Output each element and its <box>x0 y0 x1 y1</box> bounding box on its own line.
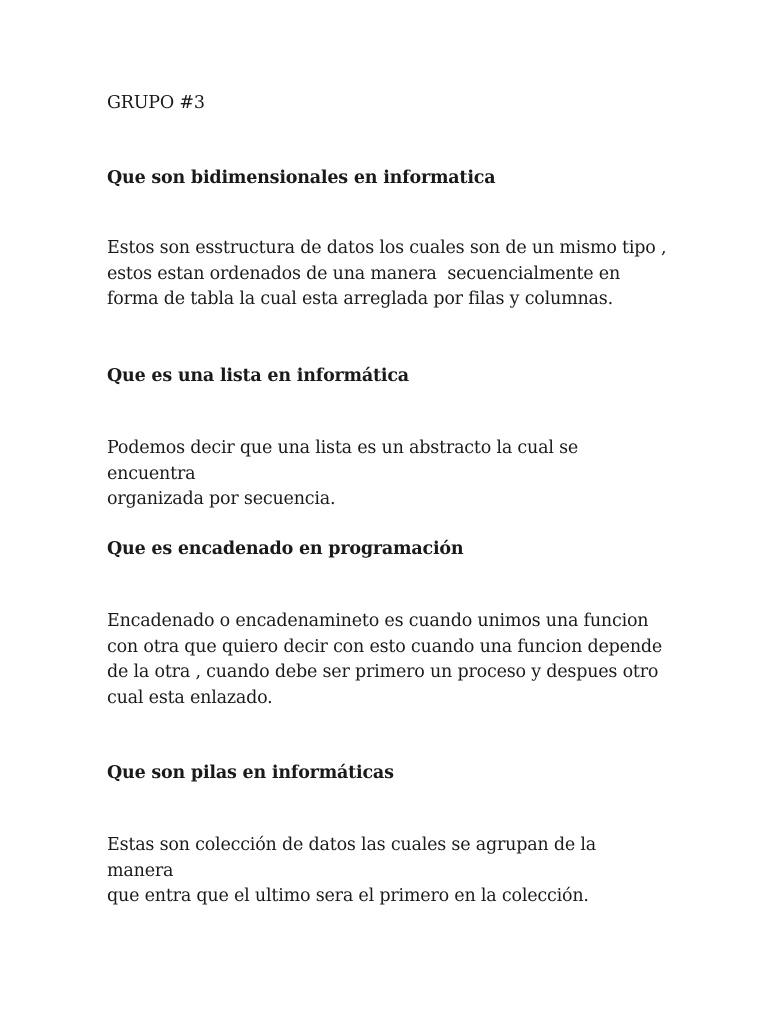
section-heading-encadenado: Que es encadenado en programación <box>107 539 464 559</box>
section-answer-encadenado: Encadenado o encadenamineto es cuando unimos una funcion con otra que quiero decir con esto cuando una funcion depende de la otra , cuando debe ser primero un proceso y despues otro cual esta enlazado. <box>107 611 663 708</box>
group-label: GRUPO #3 <box>107 93 205 113</box>
section-heading-pilas: Que son pilas en informáticas <box>107 763 394 783</box>
section-answer-lista: Podemos decir que una lista es un abstracto la cual se encuentra organizada por secuencia. <box>107 438 579 509</box>
section-heading-bidimensionales: Que son bidimensionales en informatica <box>107 168 496 188</box>
section-answer-bidimensionales: Estos son esstructura de datos los cuales son de un mismo tipo , estos estan ordenados de una manera secuencialmente en forma de tabla la cual esta arreglada por filas y columnas. <box>107 238 667 309</box>
section-answer-pilas: Estas son colección de datos las cuales se agrupan de la manera que entra que el ultimo sera el primero en la colección. <box>107 835 597 906</box>
section-heading-lista: Que es una lista en informática <box>107 366 409 386</box>
